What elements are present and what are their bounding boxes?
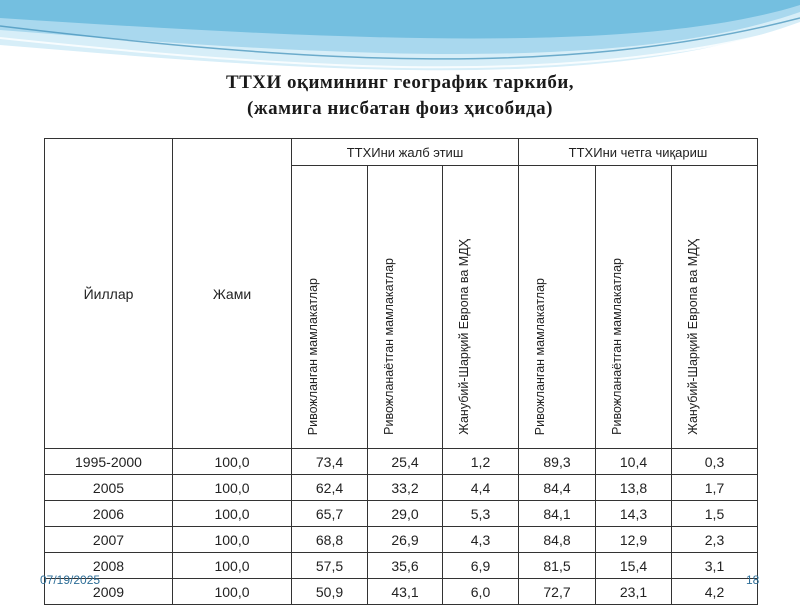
page-number: 18 xyxy=(746,573,760,587)
value-cell: 12,9 xyxy=(596,527,672,553)
value-cell: 100,0 xyxy=(173,501,292,527)
year-cell: 2007 xyxy=(45,527,173,553)
header-label: Ривожланган мамлакатлар xyxy=(533,277,547,435)
value-cell: 1,5 xyxy=(672,501,758,527)
value-cell: 73,4 xyxy=(292,449,368,475)
value-cell: 81,5 xyxy=(519,553,596,579)
value-cell: 62,4 xyxy=(292,475,368,501)
header-group-export: ТТХИни четга чиқариш xyxy=(519,139,758,166)
header-label: Ривожланаётган мамлакатлар xyxy=(382,258,396,435)
slide-title xyxy=(0,70,800,122)
value-cell: 72,7 xyxy=(519,579,596,605)
value-cell: 15,4 xyxy=(596,553,672,579)
year-cell: 2005 xyxy=(45,475,173,501)
value-cell: 4,2 xyxy=(672,579,758,605)
value-cell: 6,0 xyxy=(443,579,519,605)
header-total: Жами xyxy=(173,139,292,449)
value-cell: 10,4 xyxy=(596,449,672,475)
value-cell: 26,9 xyxy=(368,527,443,553)
year-cell: 1995-2000 xyxy=(45,449,173,475)
header-attract-developing xyxy=(368,166,443,449)
value-cell: 33,2 xyxy=(368,475,443,501)
header-label: Жанубий-Шарқий Европа ва МДҲ xyxy=(457,239,471,435)
value-cell: 5,3 xyxy=(443,501,519,527)
value-cell: 4,3 xyxy=(443,527,519,553)
fdi-structure-table xyxy=(44,138,758,605)
value-cell: 84,4 xyxy=(519,475,596,501)
header-export-developed xyxy=(519,166,596,449)
value-cell: 43,1 xyxy=(368,579,443,605)
header-group-attract: ТТХИни жалб этиш xyxy=(292,139,519,166)
value-cell: 100,0 xyxy=(173,527,292,553)
value-cell: 1,7 xyxy=(672,475,758,501)
footer-date: 07/19/2025 xyxy=(40,573,101,587)
year-cell: 2008 xyxy=(45,553,173,579)
value-cell: 100,0 xyxy=(173,475,292,501)
year-cell: 2006 xyxy=(45,501,173,527)
table-row xyxy=(45,475,758,501)
header-label: Жанубий-Шарқий Европа ва МДҲ xyxy=(686,239,700,435)
table-row xyxy=(45,579,758,605)
header-label: Ривожланган мамлакатлар xyxy=(306,277,320,435)
value-cell: 100,0 xyxy=(173,579,292,605)
value-cell: 65,7 xyxy=(292,501,368,527)
header-export-developing xyxy=(596,166,672,449)
value-cell: 13,8 xyxy=(596,475,672,501)
table-body xyxy=(45,449,758,605)
header-attract-see-cis xyxy=(443,166,519,449)
value-cell: 0,3 xyxy=(672,449,758,475)
value-cell: 4,4 xyxy=(443,475,519,501)
title-line-2: (жамига нисбатан фоиз ҳисобида) xyxy=(247,98,553,119)
table-row xyxy=(45,449,758,475)
value-cell: 50,9 xyxy=(292,579,368,605)
table-row xyxy=(45,553,758,579)
header-years: Йиллар xyxy=(45,139,173,449)
table-row xyxy=(45,527,758,553)
value-cell: 100,0 xyxy=(173,553,292,579)
header-label: Ривожланаётган мамлакатлар xyxy=(610,258,624,435)
value-cell: 23,1 xyxy=(596,579,672,605)
year-cell: 2009 xyxy=(45,579,173,605)
value-cell: 1,2 xyxy=(443,449,519,475)
value-cell: 25,4 xyxy=(368,449,443,475)
value-cell: 100,0 xyxy=(173,449,292,475)
value-cell: 2,3 xyxy=(672,527,758,553)
value-cell: 35,6 xyxy=(368,553,443,579)
title-line-1: ТТХИ оқимининг географик таркиби, xyxy=(225,72,575,93)
value-cell: 3,1 xyxy=(672,553,758,579)
table-row xyxy=(45,501,758,527)
header-attract-developed xyxy=(292,166,368,449)
header-export-see-cis xyxy=(672,166,758,449)
value-cell: 68,8 xyxy=(292,527,368,553)
value-cell: 89,3 xyxy=(519,449,596,475)
value-cell: 14,3 xyxy=(596,501,672,527)
value-cell: 84,8 xyxy=(519,527,596,553)
value-cell: 6,9 xyxy=(443,553,519,579)
value-cell: 84,1 xyxy=(519,501,596,527)
value-cell: 57,5 xyxy=(292,553,368,579)
value-cell: 29,0 xyxy=(368,501,443,527)
